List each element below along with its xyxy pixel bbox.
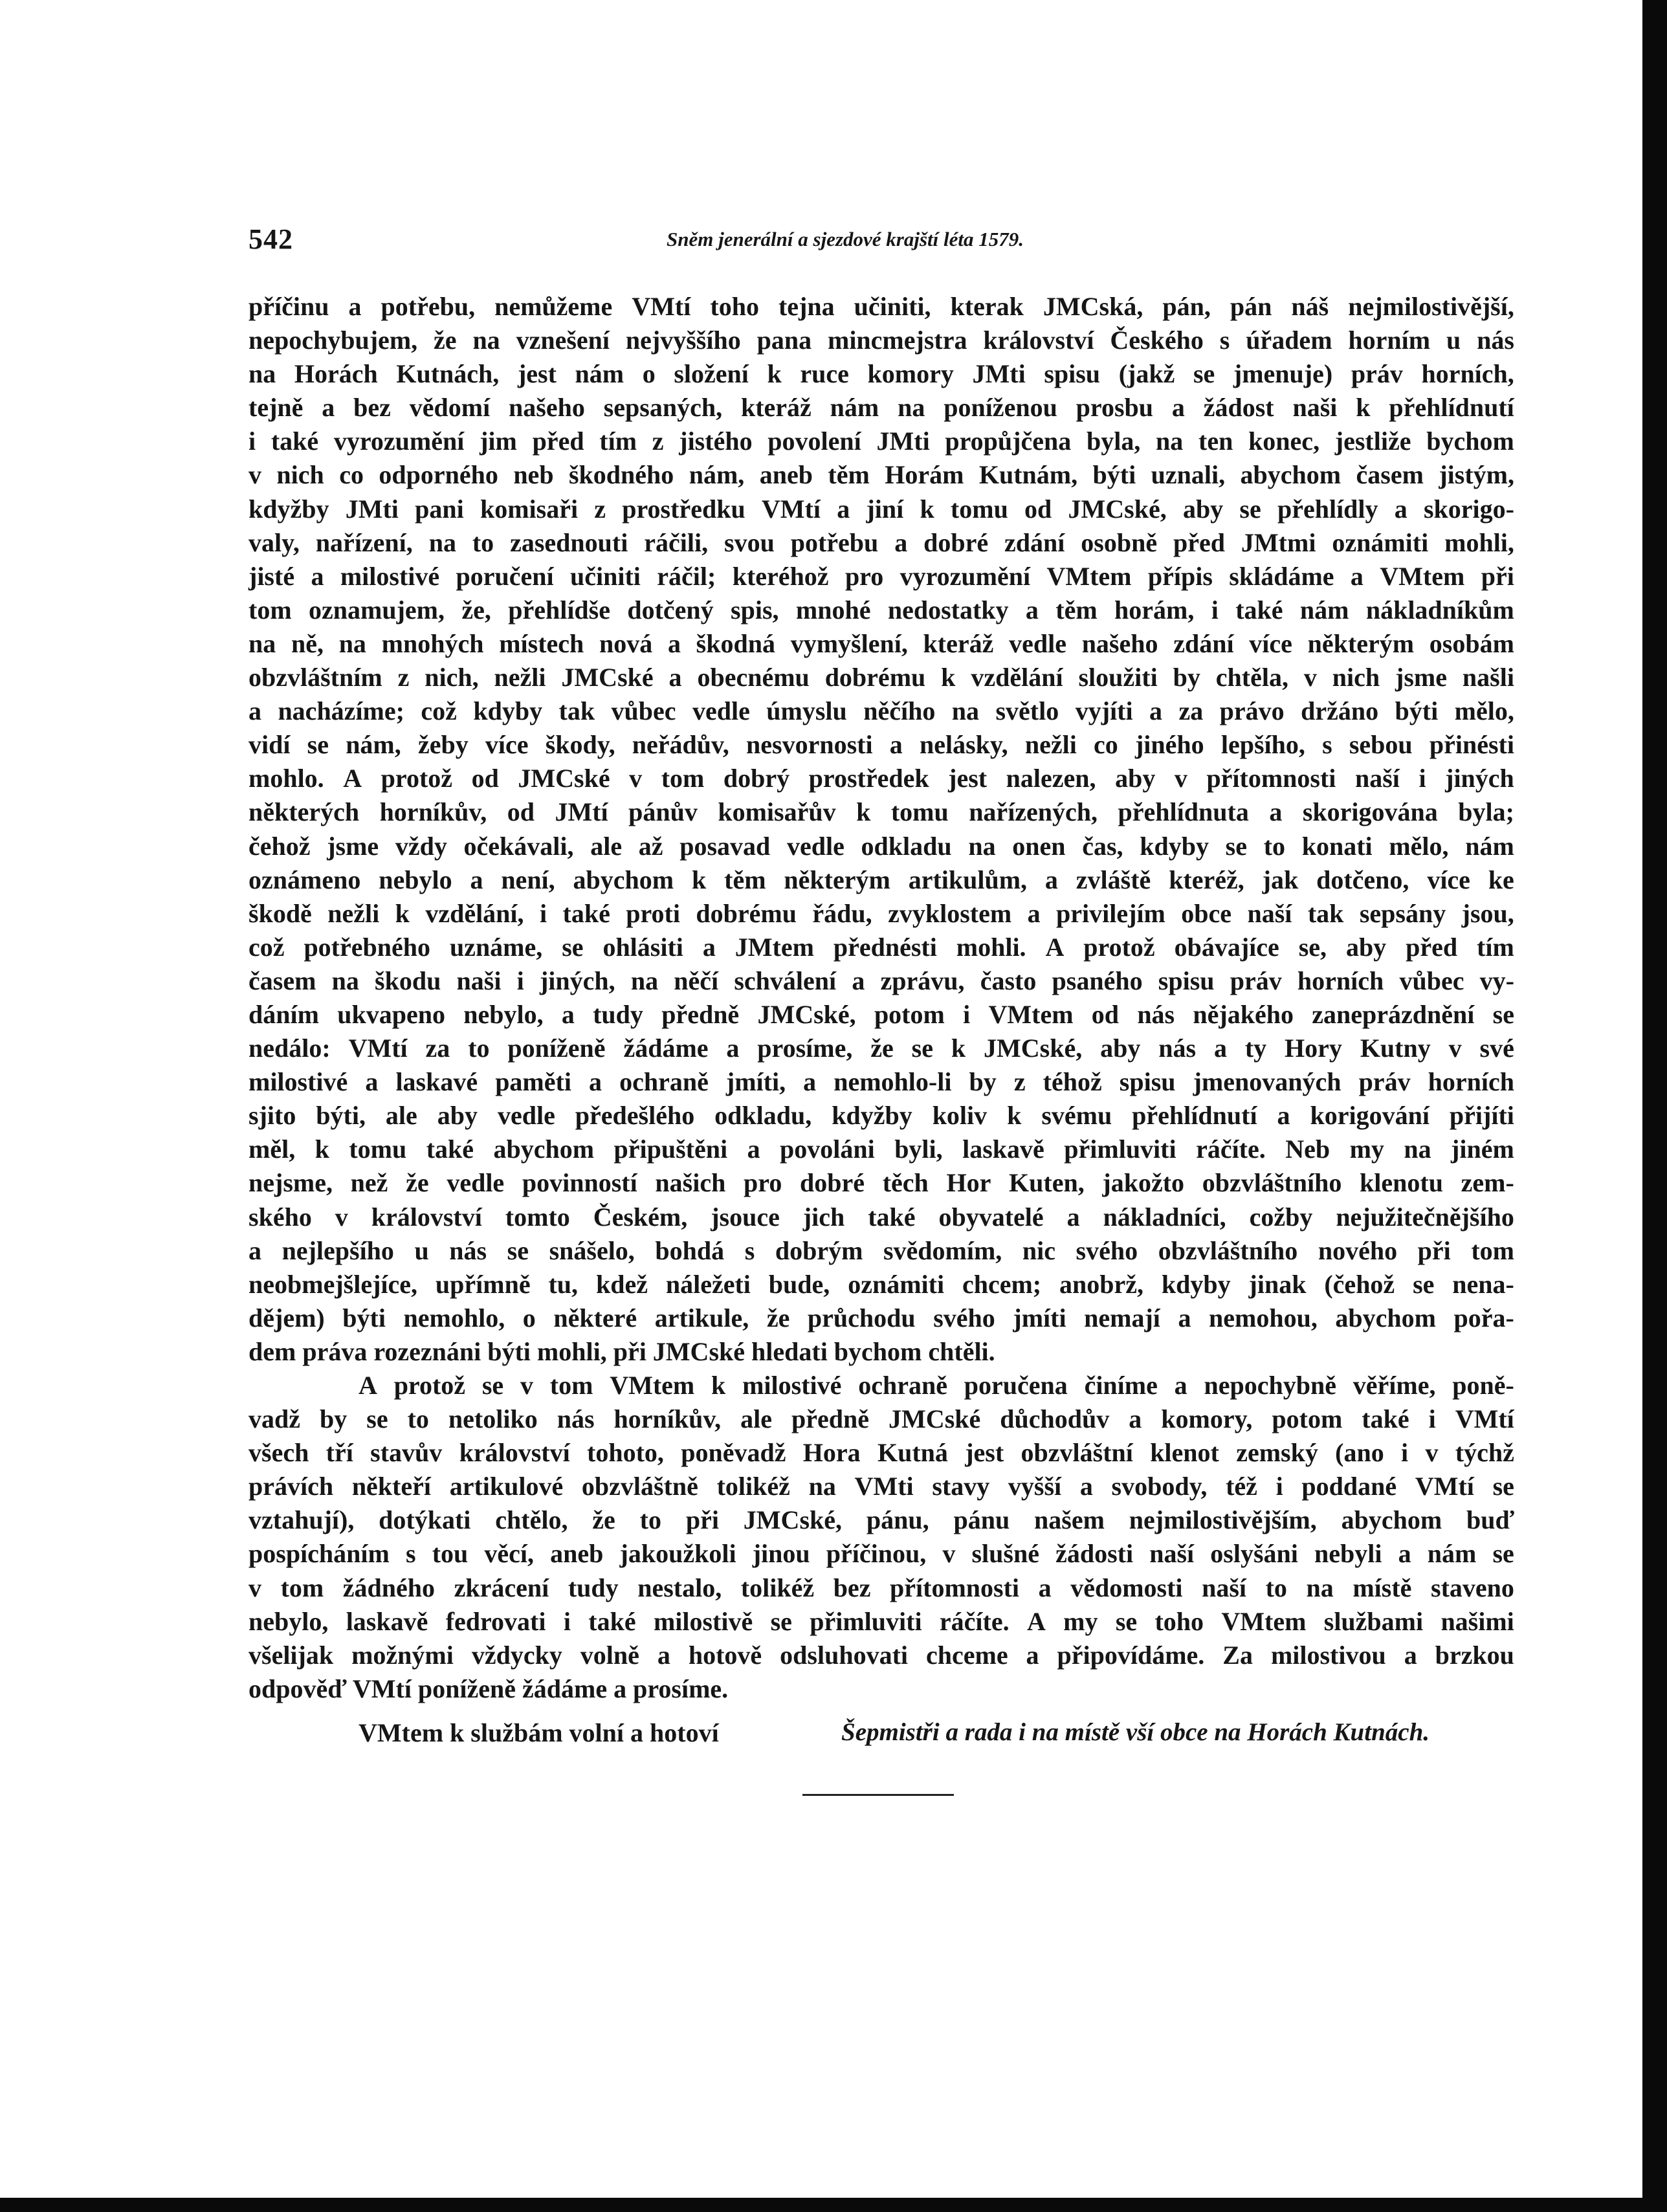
scan-edge-right [1642, 0, 1667, 2212]
text-line: v nich co odporného neb škodného nám, aneb těm Horám Kutnám, býti uznali, abychom časem jistým, [248, 460, 1514, 490]
signature: Šepmistři a rada i na místě vší obce na Horách Kutnách. [841, 1718, 1430, 1746]
text-line: vadž by se to netoliko nás horníkův, ale předně JMCské důchodův a komory, potom také i VMtí [248, 1404, 1514, 1434]
text-line: čehož jsme vždy očekávali, ale až posavad vedle odkladu na onen čas, kdyby se to konati mělo, nám [248, 831, 1514, 861]
text-line: odpověď VMtí poníženě žádáme a prosíme. [248, 1674, 729, 1703]
text-line: oznámeno nebylo a není, abychom k těm některým artikulům, a zvláště kteréž, jak dotčeno, více ke [248, 865, 1514, 894]
text-line: a nacházíme; což kdyby tak vůbec vedle úmyslu něčího na světlo vyjíti a za právo držáno býti mělo, [248, 696, 1514, 726]
text-line: časem na škodu naši i jiných, na něčí schválení a zprávu, často psaného spisu práv horních vůbec vy- [248, 966, 1514, 995]
text-line: a nejlepšího u nás se snášelo, bohdá s dobrým svědomím, nic svého obzvláštního nového při tom [248, 1235, 1514, 1265]
text-line: všelijak možnými vždycky volně a hotově odsluhovati chceme a připovídáme. Za milostivou a brzkou [248, 1640, 1514, 1670]
text-line: mohlo. A protož od JMCské v tom dobrý prostředek jest nalezen, aby v přítomnosti naší i jiných [248, 764, 1514, 793]
text-line: jisté a milostivé poručení učiniti ráčil; kteréhož pro vyrozumění VMtem přípis skládáme a VMtem při [248, 561, 1514, 591]
text-line: dáním ukvapeno nebylo, a tudy předně JMCské, potom i VMtem od nás nějakého zaneprázdnění se [248, 999, 1514, 1029]
text-line: nepochybujem, že na vznešení nejvyššího pana mincmejstra království Českého s úřadem horním u nás [248, 326, 1514, 355]
body-text [248, 290, 1514, 1706]
text-line: na Horách Kutnách, jest nám o složení k ruce komory JMti spisu (jakž se jmenuje) práv horních, [248, 359, 1514, 389]
text-line: dějem) býti nemohlo, o některé artikule, že průchodu svého jmíti nemají a nemohou, abychom pořa- [248, 1303, 1514, 1333]
page-number: 542 [248, 223, 293, 255]
text-line: valy, nařízení, na to zasednouti ráčili, svou potřebu a dobré zdání osobně před JMtmi oznámiti mohli, [248, 527, 1514, 557]
text-line: milostivé a laskavé paměti a ochraně jmíti, a nemohlo-li by z téhož spisu jmenovaných práv horních [248, 1067, 1514, 1097]
running-title: Sněm jenerální a sjezdové krajští léta 1579. [667, 228, 1024, 250]
text-line: kdyžby JMti pani komisaři z prostředku VMtí a jiní k tomu od JMCské, aby se přehlídly a skorigo- [248, 494, 1514, 524]
text-line: právích někteří artikulové obzvláštně tolikéž na VMti stavy vyšší a svobody, též i poddané VMtí se [248, 1472, 1514, 1501]
text-line: sjito býti, ale aby vedle předešlého odkladu, kdyžby koliv k svému přehlídnutí a korigování přijíti [248, 1101, 1514, 1131]
text-line: vidí se nám, žeby více škody, neřádův, nesvornosti a nelásky, nežli co jiného lepšího, s sebou přinésti [248, 730, 1514, 760]
text-line: neobmejšlejíce, upřímně tu, kdež náležeti bude, oznámiti chcem; anobrž, kdyby jinak (čehož se nena- [248, 1269, 1514, 1299]
scan-edge-bottom [0, 2198, 1667, 2212]
text-line: A protož se v tom VMtem k milostivé ochraně poručena činíme a nepochybně věříme, poně- [359, 1371, 1514, 1400]
text-line: ského v království tomto Českém, jsouce jich také obyvatelé a nákladníci, cožby nejužitečnějšího [248, 1202, 1514, 1232]
text-line: nejsme, než že vedle povinností našich pro dobré těch Hor Kuten, jakožto obzvláštního klenotu zem- [248, 1168, 1514, 1198]
text-line: což potřebného uznáme, se ohlásiti a JMtem přednésti mohli. A protož obávajíce se, aby před tím [248, 932, 1514, 962]
text-line: tejně a bez vědomí našeho sepsaných, kteráž nám na poníženou prosbu a žádost naši k přehlídnutí [248, 393, 1514, 423]
text-line: měl, k tomu také abychom připuštěni a povoláni byli, laskavě přimluviti ráčíte. Neb my na jiném [248, 1134, 1514, 1164]
text-line: některých horníkův, od JMtí pánův komisařův k tomu nařízených, přehlídnuta a skorigována byla; [248, 797, 1514, 827]
text-line: v tom žádného zkrácení tudy nestalo, tolikéž bez přítomnosti a vědomosti naší to na místě staveno [248, 1573, 1514, 1602]
text-line: dem práva rozeznáni býti mohli, při JMCské hledati bychom chtěli. [248, 1336, 995, 1366]
text-line: všech tří stavův království tohoto, poněvadž Hora Kutná jest obzvláštní klenot zemský (ano i v týchž [248, 1438, 1514, 1468]
closing-formula: VMtem k službám volní a hotoví [359, 1718, 719, 1747]
text-line: nedálo: VMtí za to poníženě žádáme a prosíme, že se k JMCské, aby nás a ty Hory Kutny v své [248, 1034, 1514, 1063]
text-line: obzvláštním z nich, nežli JMCské a obecnému dobrému k vzdělání sloužiti by chtěla, v nich jsme našli [248, 663, 1514, 692]
text-line: na ně, na mnohých místech nová a škodná vymyšlení, kteráž vedle našeho zdání více některým osobám [248, 628, 1514, 658]
text-line: tom oznamujem, že, přehlídše dotčený spis, mnohé nedostatky a těm horám, i také nám nákladníkům [248, 595, 1514, 625]
text-line: příčinu a potřebu, nemůžeme VMtí toho tejna učiniti, kterak JMCská, pán, pán náš nejmilostivější, [248, 292, 1514, 321]
text-line: nebylo, laskavě fedrovati i také milostivě se přimluviti ráčíte. A my se toho VMtem službami našimi [248, 1606, 1514, 1636]
end-rule [802, 1794, 954, 1796]
text-line: škodě nežli k vzdělání, i také proti dobrému řádu, zvyklostem a privilejím obce naší tak sepsány jsou, [248, 898, 1514, 928]
text-line: pospícháním s tou věcí, aneb jakoužkoli jinou příčinou, v slušné žádosti naší oslyšáni nebyli a nám se [248, 1539, 1514, 1569]
text-line: i také vyrozumění jim před tím z jistého povolení JMti propůjčena byla, na ten konec, jestliže bychom [248, 426, 1514, 456]
text-line: vztahují), dotýkati chtělo, že to při JMCské, pánu, pánu našem nejmilostivějším, abychom buď [248, 1505, 1514, 1535]
